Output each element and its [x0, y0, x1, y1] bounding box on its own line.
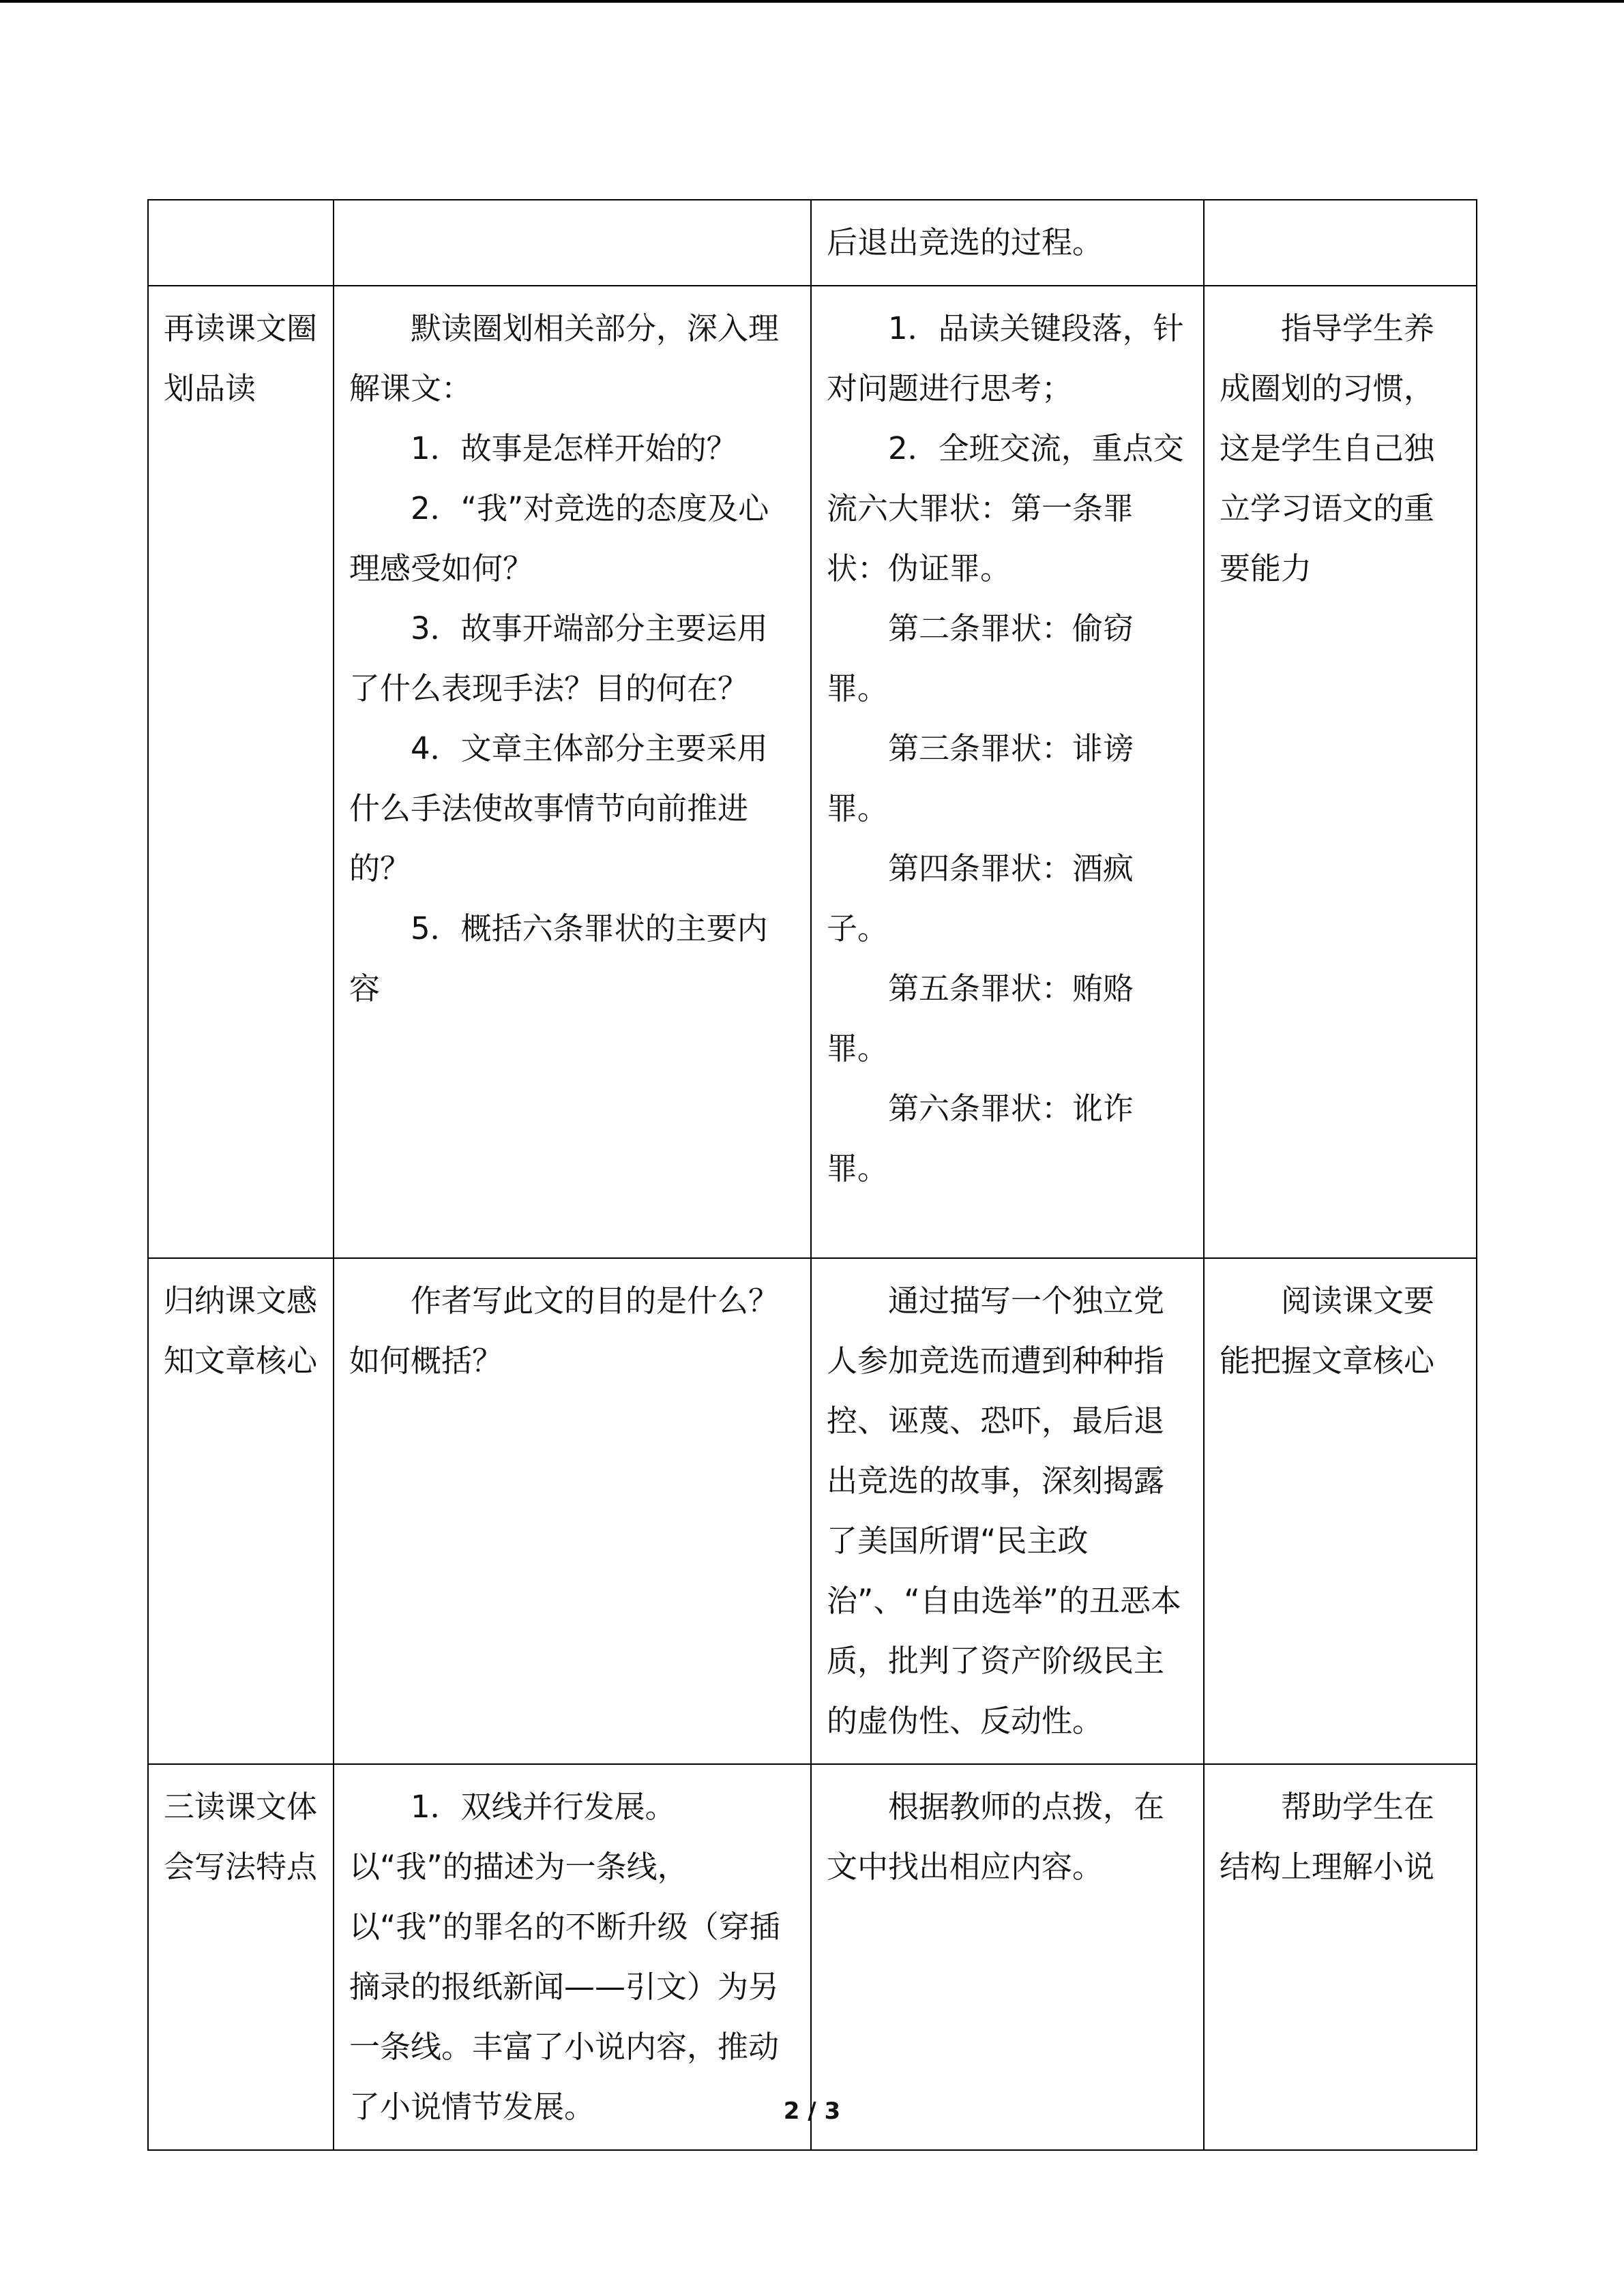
cell-paragraph: 三读课文体会写法特点: [164, 1789, 318, 1885]
cell-paragraph: 5．概括六条罪状的主要内容: [349, 910, 768, 1007]
table-row: [148, 200, 1477, 286]
cell-paragraph: 指导学生养成圈划的习惯，这是学生自己独立学习语文的重要能力: [1220, 310, 1435, 586]
cell-paragraph: 第三条罪状：诽谤罪。: [827, 730, 1134, 826]
step-cell: [148, 1764, 334, 2150]
step-cell: [148, 1258, 334, 1764]
cell-paragraph: 归纳课文感知文章核心: [164, 1283, 318, 1379]
step-cell: [148, 286, 334, 1258]
cell-paragraph: 1．品读关键段落，针对问题进行思考；: [827, 310, 1184, 406]
student-activity-cell: [811, 1764, 1204, 2150]
cell-paragraph: 第六条罪状：讹诈罪。: [827, 1090, 1134, 1187]
cell-paragraph: 通过描写一个独立党人参加竞选而遭到种种指控、诬蔑、恐吓，最后退出竞选的故事，深刻揭露了美国所谓“民主政治”、“自由选举”的丑恶本质，批判了资产阶级民主的虚伪性、反动性。: [827, 1283, 1181, 1739]
cell-paragraph: 第四条罪状：酒疯子。: [827, 850, 1134, 946]
design-intent-cell: [1204, 1258, 1477, 1764]
design-intent-cell: [1204, 200, 1477, 286]
lesson-plan-table: [147, 199, 1477, 2151]
design-intent-cell: [1204, 1764, 1477, 2150]
design-intent-cell: [1204, 286, 1477, 1258]
table-row: [148, 1764, 1477, 2150]
cell-paragraph: 3．故事开端部分主要运用了什么表现手法？目的何在？: [349, 610, 768, 706]
table-row: [148, 1258, 1477, 1764]
cell-paragraph: 第二条罪状：偷窃罪。: [827, 610, 1134, 706]
cell-paragraph: 阅读课文要能把握文章核心: [1220, 1283, 1435, 1379]
cell-paragraph: 帮助学生在结构上理解小说: [1220, 1789, 1435, 1885]
cell-paragraph: 默读圈划相关部分，深入理解课文：: [349, 310, 780, 406]
cell-paragraph: 1．故事是怎样开始的？: [411, 430, 737, 466]
teacher-activity-cell: [334, 200, 811, 286]
cell-paragraph: 2．全班交流，重点交流六大罪状：第一条罪状：伪证罪。: [827, 430, 1184, 586]
student-activity-cell: [811, 286, 1204, 1258]
table-row: [148, 286, 1477, 1258]
cell-paragraph: 根据教师的点拨，在文中找出相应内容。: [827, 1789, 1165, 1885]
page-number: 2 / 3: [783, 2098, 841, 2125]
cell-paragraph: 后退出竞选的过程。: [827, 224, 1104, 260]
cell-paragraph: 作者写此文的目的是什么？如何概括？: [349, 1283, 780, 1379]
step-cell: [148, 200, 334, 286]
cell-paragraph: 4．文章主体部分主要采用什么手法使故事情节向前推进的？: [349, 730, 768, 886]
teacher-activity-cell: [334, 1764, 811, 2150]
teacher-activity-cell: [334, 286, 811, 1258]
cell-paragraph: 1．双线并行发展。以“我”的描述为一条线，以“我”的罪名的不断升级（穿插摘录的报纸新闻——引文）为另一条线。丰富了小说内容，推动了小说情节发展。: [349, 1789, 780, 2125]
teacher-activity-cell: [334, 1258, 811, 1764]
cell-paragraph: 2．“我”对竞选的态度及心理感受如何？: [349, 490, 769, 586]
cell-paragraph: 第五条罪状：贿赂罪。: [827, 970, 1134, 1067]
cell-paragraph: 再读课文圈划品读: [164, 310, 318, 406]
student-activity-cell: [811, 1258, 1204, 1764]
student-activity-cell: [811, 200, 1204, 286]
